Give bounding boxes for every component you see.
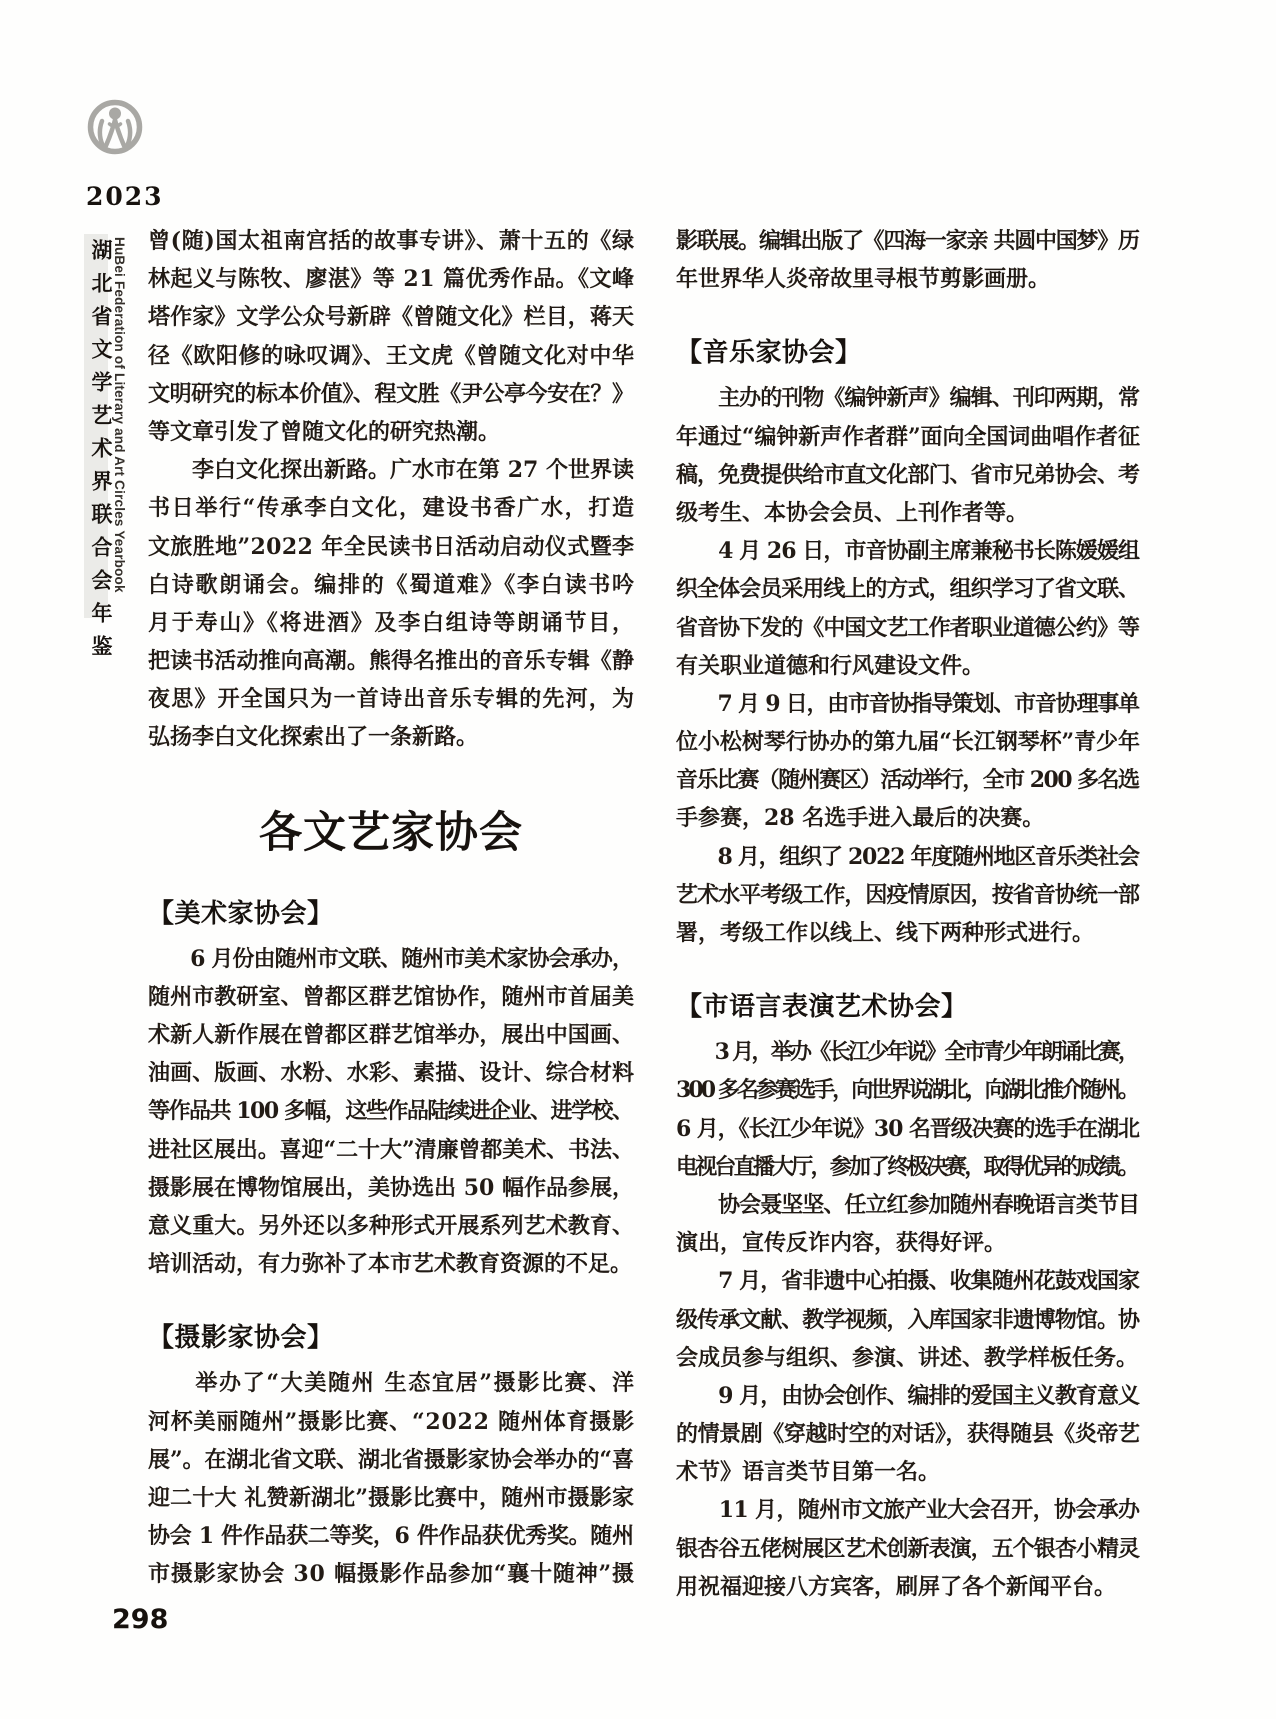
text-line: 的情景剧《穿越时空的对话》，获得随县《炎帝艺	[676, 1421, 1140, 1448]
text-line: 6 月，《长江少年说》30 名晋级决赛的选手在湖北	[676, 1115, 1139, 1142]
text-line: 年通过“编钟新声作者群”面向全国词曲唱作者征	[676, 423, 1140, 450]
text-line: 意义重大。另外还以多种形式开展系列艺术教育、	[148, 1212, 635, 1239]
paragraph	[676, 379, 1140, 532]
text-line: 李白文化探出新路。广水市在第 27 个世界读	[148, 457, 635, 484]
text-line: 主办的刊物《编钟新声》编辑、刊印两期，常	[676, 385, 1140, 412]
text-line: 市摄影家协会 30 幅摄影作品参加“襄十随神”摄	[148, 1561, 635, 1588]
text-line: 进社区展出。喜迎“二十大”清廉曾都美术、书法、	[148, 1136, 634, 1163]
paragraph	[148, 1364, 634, 1593]
text-line: 稿，免费提供给市直文化部门、省市兄弟协会、考	[676, 461, 1140, 488]
text-line: 演出，宣传反诈内容，获得好评。	[676, 1230, 1007, 1257]
text-line: 影联展。编辑出版了《四海一家亲 共圆中国梦》历	[676, 228, 1139, 254]
text-line: 文明研究的标本价值》、程文胜《尹公亭今安在？》	[148, 380, 634, 407]
entry-heading: 【音乐家协会】	[676, 338, 862, 369]
text-line: 展”。在湖北省文联、湖北省摄影家协会举办的“喜	[148, 1446, 634, 1473]
paragraph	[676, 222, 1140, 298]
paragraph	[148, 940, 634, 1284]
text-line: 迎二十大 礼赞新湖北”摄影比赛中，随州市摄影家	[148, 1484, 635, 1511]
paragraph	[148, 222, 634, 451]
text-line: 300 多名参赛选手，向世界说湖北，向湖北推介随州。	[676, 1077, 1138, 1104]
text-line: 有关职业道德和行风建设文件。	[676, 652, 985, 679]
text-line: 夜思》开全国只为一首诗出音乐专辑的先河，为	[148, 686, 636, 713]
text-line: 举办了“大美随州 生态宜居”摄影比赛、洋	[148, 1370, 636, 1397]
text-line: 林起义与陈牧、廖湛》等 21 篇优秀作品。《文峰	[148, 266, 635, 293]
text-line: 位小松树琴行协办的第九届“长江钢琴杯”青少年	[676, 729, 1140, 756]
text-line: 等作品共 100 多幅，这些作品陆续进企业、进学校、	[148, 1098, 633, 1125]
sidebar-title-english: HuBei Federation of Literary and Art Circles Yearbook	[112, 237, 127, 593]
paragraph	[676, 838, 1140, 953]
page-number: 298	[112, 1604, 169, 1635]
paragraph	[676, 685, 1140, 838]
federation-logo-icon	[87, 99, 143, 155]
text-line: 会成员参与组织、参演、讲述、教学样板任务。	[676, 1344, 1139, 1371]
text-line: 书日举行“传承李白文化，建设书香广水，打造	[148, 495, 636, 522]
text-line: 用祝福迎接八方宾客，刷屏了各个新闻平台。	[676, 1573, 1117, 1600]
text-line: 白诗歌朗诵会。编排的《蜀道难》《李白读书吟	[148, 571, 636, 598]
text-line: 月于寿山》《将进酒》及李白组诗等朗诵节目，	[148, 609, 636, 636]
paragraph	[148, 451, 634, 757]
right-column	[676, 222, 1140, 1606]
paragraph	[676, 1186, 1140, 1262]
text-line: 河杯美丽随州”摄影比赛、“2022 随州体育摄影	[148, 1408, 635, 1435]
entry-heading: 【美术家协会】	[148, 898, 334, 929]
section-title: 各文艺家协会	[259, 807, 523, 858]
text-line: 曾(随)国太祖南宫括的故事专讲》、萧十五的《绿	[148, 228, 635, 254]
text-line: 8 月，组织了 2022 年度随州地区音乐类社会	[676, 843, 1139, 870]
text-line: 培训活动，有力弥补了本市艺术教育资源的不足。	[148, 1251, 633, 1278]
entry-heading: 【市语言表演艺术协会】	[676, 992, 968, 1023]
sidebar-title-chinese: 湖北省文学艺术界联合会年鉴	[89, 239, 113, 668]
text-line: 9 月，由协会创作、编排的爱国主义教育意义	[676, 1382, 1140, 1409]
text-line: 署，考级工作以线上、线下两种形式进行。	[676, 920, 1095, 946]
text-line: 径《欧阳修的咏叹调》、王文虎《曾随文化对中华	[148, 342, 635, 369]
paragraph	[676, 1033, 1140, 1186]
left-column	[148, 222, 634, 1593]
paragraph	[676, 1491, 1140, 1606]
text-line: 艺术水平考级工作，因疫情原因，按省音协统一部	[676, 881, 1140, 908]
paragraph	[676, 1262, 1140, 1377]
text-line: 油画、版画、水粉、水彩、素描、设计、综合材料	[148, 1060, 635, 1087]
paragraph	[676, 532, 1140, 685]
text-line: 协会 1 件作品获二等奖，6 件作品获优秀奖。随州	[148, 1523, 634, 1550]
entry-heading: 【摄影家协会】	[148, 1323, 334, 1354]
text-line: 织全体会员采用线上的方式，组织学习了省文联、	[676, 576, 1140, 603]
text-line: 弘扬李白文化探索出了一条新路。	[148, 724, 479, 751]
text-line: 把读书活动推向高潮。熊得名推出的音乐专辑《静	[148, 648, 635, 675]
text-line: 6 月份由随州市文联、随州市美术家协会承办，	[148, 945, 634, 972]
text-line: 电视台直播大厅，参加了终极决赛，取得优异的成绩。	[676, 1153, 1138, 1180]
text-line: 塔作家》文学公众号新辟《曾随文化》栏目，蒋天	[148, 304, 635, 331]
text-line: 年世界华人炎帝故里寻根节剪影画册。	[676, 266, 1051, 293]
text-line: 手参赛，28 名选手进入最后的决赛。	[676, 805, 1045, 832]
text-line: 7 月，省非遗中心拍摄、收集随州花鼓戏国家	[676, 1268, 1140, 1295]
paragraph	[676, 1377, 1140, 1492]
text-line: 摄影展在博物馆展出，美协选出 50 幅作品参展，	[148, 1174, 635, 1201]
text-line: 11 月，随州市文旅产业大会召开，协会承办	[676, 1497, 1140, 1524]
text-line: 7 月 9 日，由市音协指导策划、市音协理事单	[676, 690, 1139, 717]
text-line: 术新人新作展在曾都区群艺馆举办，展出中国画、	[148, 1022, 635, 1048]
text-line: 3 月，举办《长江少年说》全市青少年朗诵比赛，	[676, 1039, 1138, 1066]
text-line: 音乐比赛（随州赛区）活动举行，全市 200 多名选	[676, 767, 1139, 794]
text-line: 随州市教研室、曾都区群艺馆协作，随州市首届美	[148, 983, 635, 1010]
text-line: 银杏谷五佬树展区艺术创新表演，五个银杏小精灵	[676, 1535, 1140, 1562]
yearbook-year: 2023	[86, 182, 164, 211]
text-line: 省音协下发的《中国文艺工作者职业道德公约》等	[676, 614, 1140, 641]
text-line: 级考生、本协会会员、上刊作者等。	[676, 499, 1029, 526]
text-line: 文旅胜地”2022 年全民读书日活动启动仪式暨李	[148, 533, 635, 560]
text-line: 协会聂坚坚、任立红参加随州春晚语言类节目	[676, 1191, 1140, 1218]
text-line: 级传承文献、教学视频，入库国家非遗博物馆。协	[676, 1306, 1140, 1333]
text-line: 术节》语言类节目第一名。	[676, 1459, 941, 1486]
text-line: 等文章引发了曾随文化的研究热潮。	[148, 418, 501, 445]
text-line: 4 月 26 日，市音协副主席兼秘书长陈媛媛组	[676, 538, 1140, 565]
